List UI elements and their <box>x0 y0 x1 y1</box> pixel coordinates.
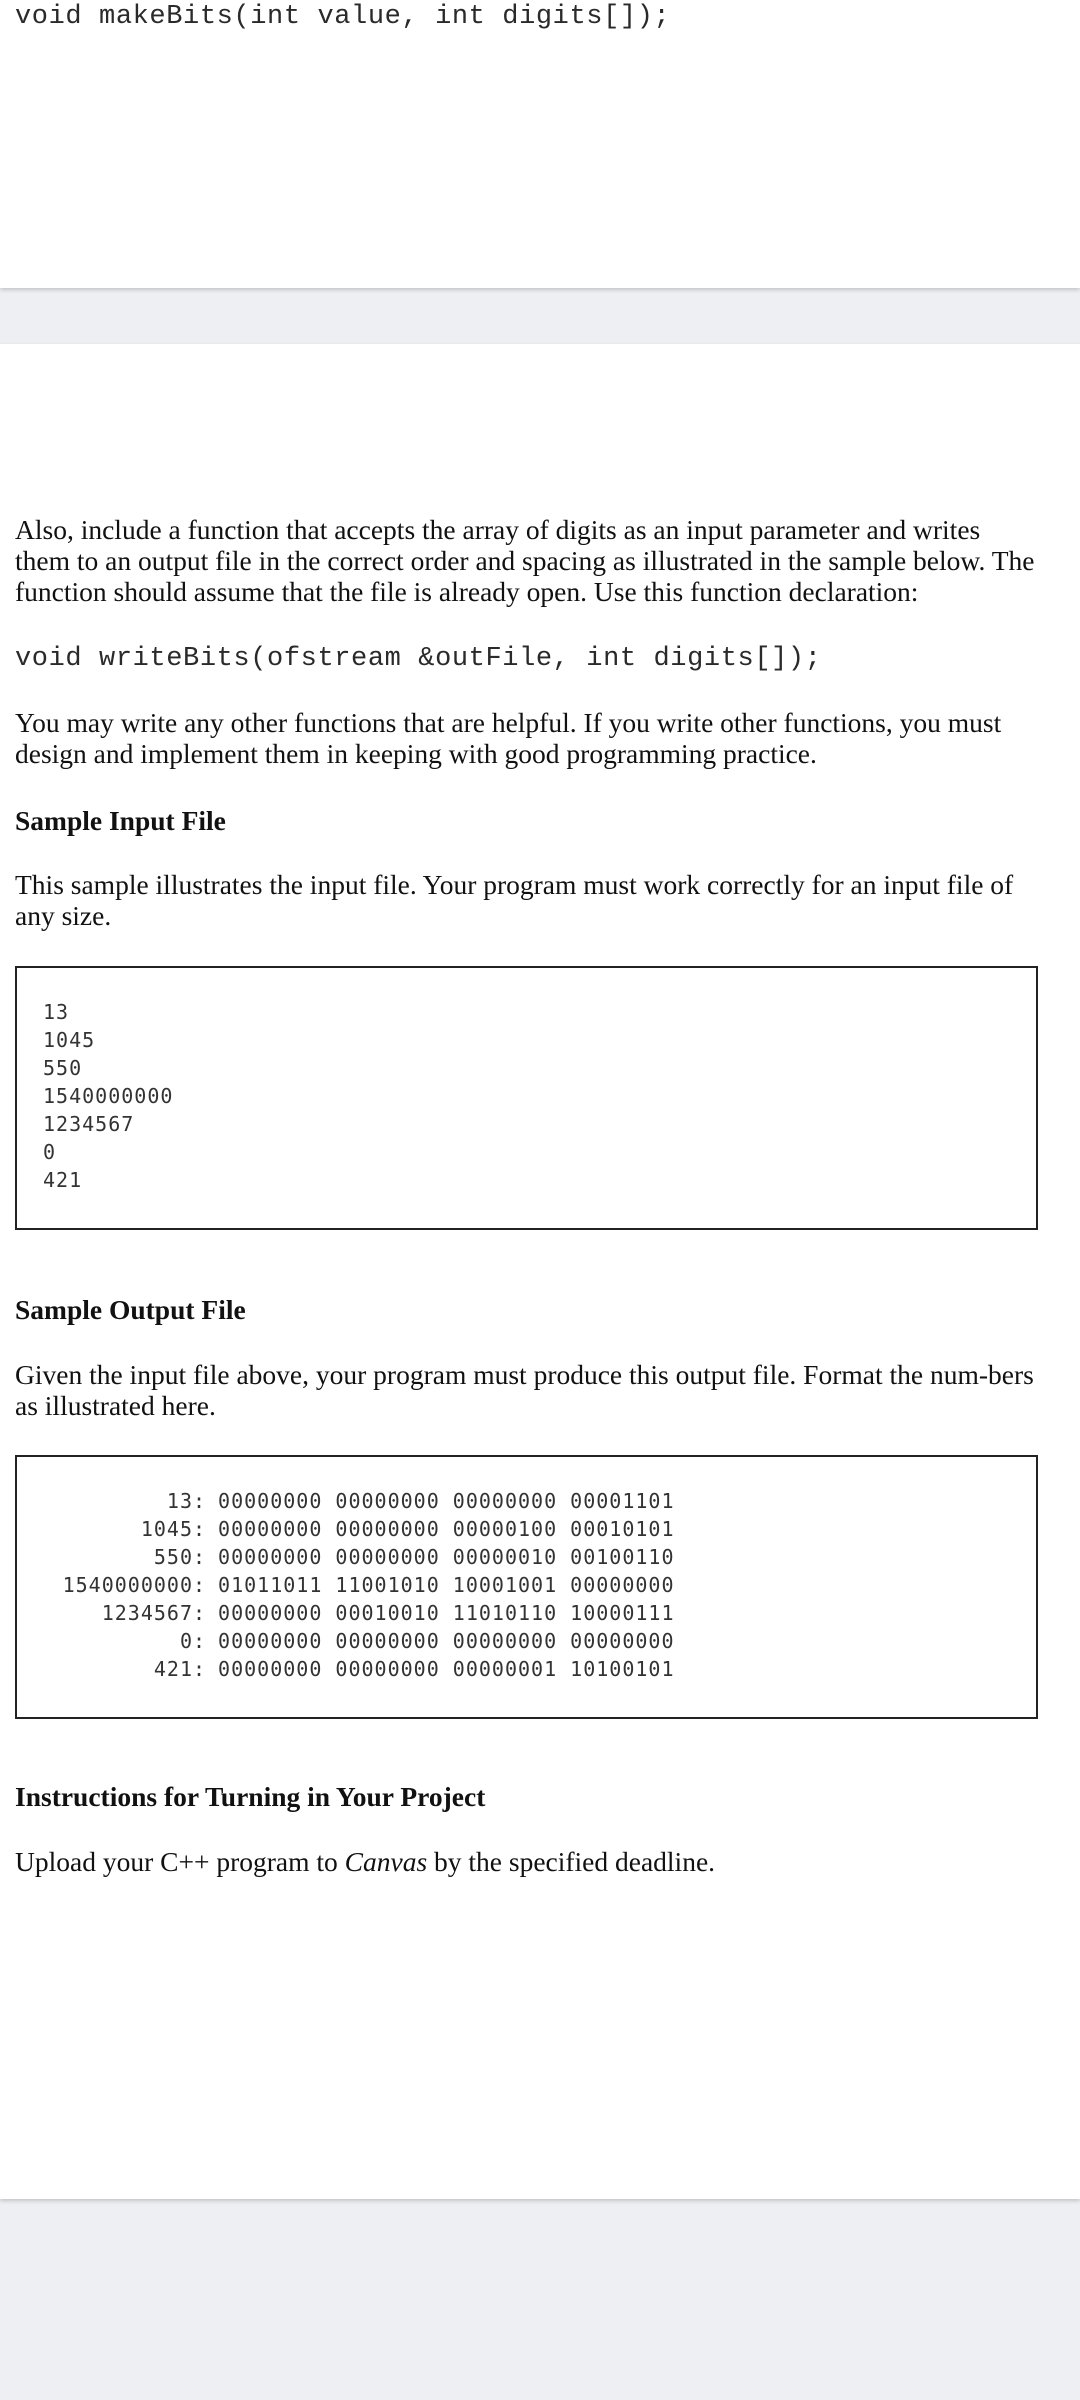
output-number: 1045 <box>140 1517 193 1541</box>
document-page-top <box>0 0 1080 288</box>
sample-input-heading: Sample Input File <box>15 805 226 836</box>
output-bits: 00000000 00010010 11010110 10000111 <box>218 1601 675 1625</box>
paragraph-write-bits-intro: Also, include a function that accepts the array of digits as an input parameter and writes them to an output file in the correct order and spacing as illustrated in the sample below. The function should assume that the file is already open. Use this function declaration: <box>15 514 1035 607</box>
sample-output-line <box>43 1655 674 1683</box>
sample-input-line: 0 <box>43 1140 57 1164</box>
make-bits-declaration: void makeBits(int value, int digits[]); <box>15 2 671 32</box>
sample-input-line: 13 <box>43 1000 70 1024</box>
sample-output-line <box>43 1543 674 1571</box>
output-bits: 00000000 00000000 00000010 00100110 <box>218 1545 675 1569</box>
output-separator: : <box>193 1573 207 1597</box>
output-bits: 00000000 00000000 00000000 00000000 <box>218 1629 675 1653</box>
sample-input-line: 1234567 <box>43 1112 135 1136</box>
sample-input-line: 550 <box>43 1056 83 1080</box>
output-number: 13 <box>166 1489 193 1513</box>
sample-output-heading: Sample Output File <box>15 1294 246 1325</box>
output-separator: : <box>193 1545 207 1569</box>
sample-output-line <box>43 1627 674 1655</box>
upload-text-before: Upload your C++ program to <box>15 1846 345 1877</box>
output-separator: : <box>193 1657 207 1681</box>
sample-output-lines <box>43 1487 674 1683</box>
canvas-text: Canvas <box>344 1846 428 1877</box>
document-page-main <box>0 344 1080 2199</box>
output-number: 1234567 <box>101 1601 193 1625</box>
output-bits: 00000000 00000000 00000001 10100101 <box>218 1657 675 1681</box>
sample-input-line: 1540000000 <box>43 1084 174 1108</box>
output-separator: : <box>193 1601 207 1625</box>
output-bits: 01011011 11001010 10001001 00000000 <box>218 1573 675 1597</box>
output-separator: : <box>193 1517 207 1541</box>
upload-text-after: by the specified deadline. <box>427 1846 716 1877</box>
paragraph-other-functions: You may write any other functions that are helpful. If you write other functions, you must design and implement them in keeping with good programming practice. <box>15 707 1002 769</box>
output-separator: : <box>193 1629 207 1653</box>
output-number: 550 <box>153 1545 193 1569</box>
sample-output-line <box>43 1571 674 1599</box>
sample-input-line: 421 <box>43 1168 83 1192</box>
instructions-heading: Instructions for Turning in Your Project <box>15 1781 486 1812</box>
output-number: 1540000000 <box>62 1573 193 1597</box>
sample-input-box <box>15 966 1038 1230</box>
sample-output-box <box>15 1455 1038 1719</box>
output-number: 421 <box>153 1657 193 1681</box>
output-bits: 00000000 00000000 00000100 00010101 <box>218 1517 675 1541</box>
sample-output-line <box>43 1515 674 1543</box>
sample-input-line: 1045 <box>43 1028 96 1052</box>
paragraph-upload-instructions <box>15 1846 1035 1877</box>
sample-output-line <box>43 1487 674 1515</box>
sample-input-lines <box>43 998 173 1194</box>
paragraph-sample-output: Given the input file above, your program must produce this output file. Format the num-bers as illustrated here. <box>15 1359 1034 1421</box>
write-bits-declaration: void writeBits(ofstream &outFile, int digits[]); <box>15 644 822 674</box>
paragraph-sample-input: This sample illustrates the input file. Your program must work correctly for an input file of any size. <box>15 869 1014 931</box>
output-bits: 00000000 00000000 00000000 00001101 <box>218 1489 675 1513</box>
output-separator: : <box>193 1489 207 1513</box>
output-number: 0 <box>179 1629 193 1653</box>
sample-output-line <box>43 1599 674 1627</box>
